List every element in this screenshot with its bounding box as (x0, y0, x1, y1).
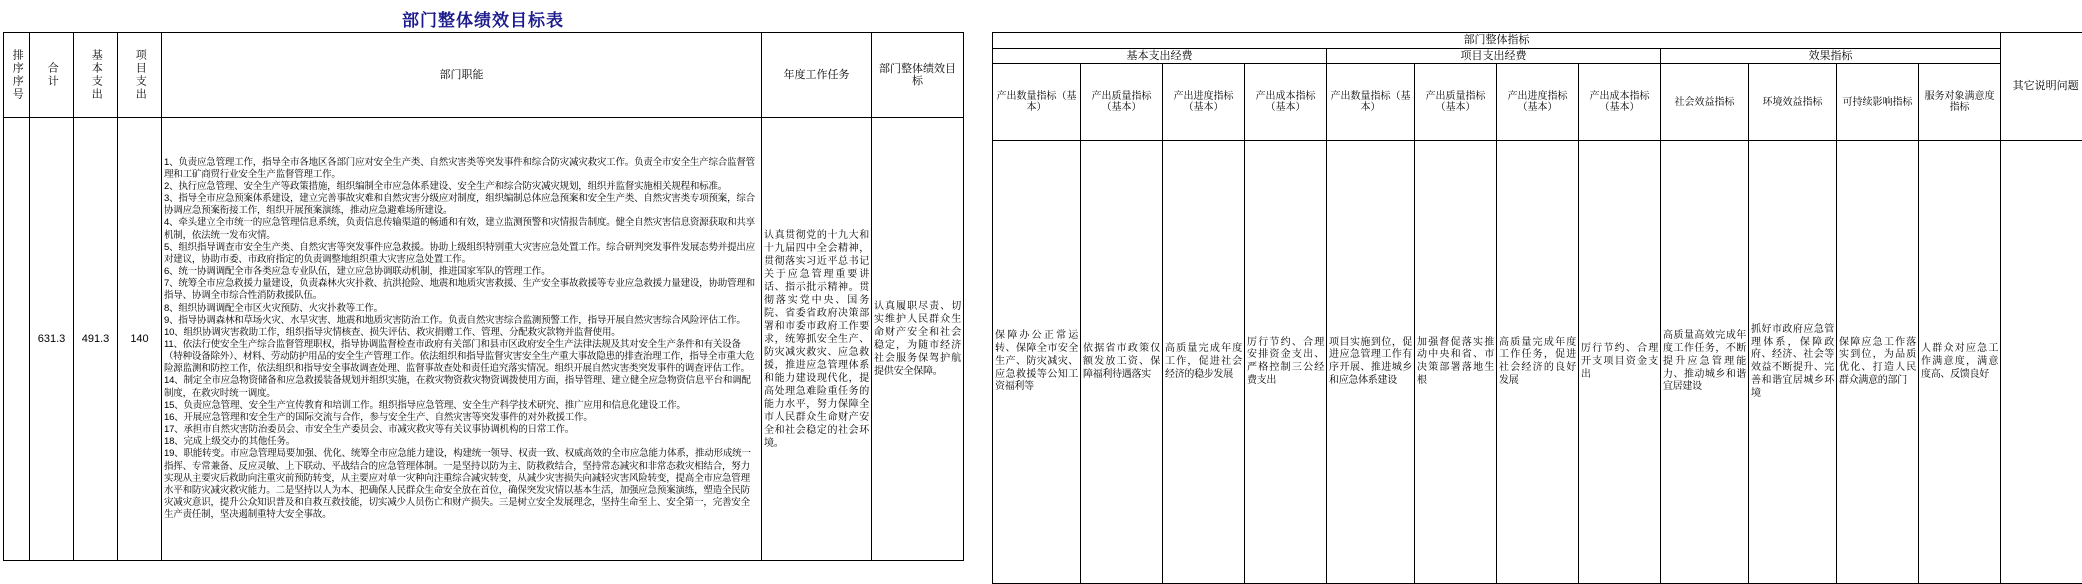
page-title: 部门整体绩效目标表 (0, 6, 966, 31)
indicator-top-header: 部门整体指标 (993, 33, 2001, 49)
group-header-basic-expense: 基本支出经费 (993, 48, 1327, 64)
cell-basic-output-quantity: 保障办公正常运转、保障全市安全生产、防灾减灾、应急救援等公知工资福利等 (993, 141, 1081, 584)
cell-basic-output-quality: 依据省市政策仅额发放工资、保障福利待遇落实 (1081, 141, 1163, 584)
column-header-annual-task: 年度工作任务 (762, 33, 872, 118)
indicator-column-header-row (993, 64, 2082, 141)
column-header-satisfaction: 服务对象满意度指标 (1919, 64, 2001, 141)
cell-project-output-progress: 高质量完成年度工作任务，促进社会经济的良好发展 (1497, 141, 1579, 584)
indicator-top-header-row (993, 33, 2082, 49)
cell-basic-output-cost: 厉行节约、合理安排资金支出、严格控制三公经费支出 (1245, 141, 1327, 584)
cell-project-output-cost: 厉行节约、合理开支项目资金支出 (1579, 141, 1661, 584)
duty-paragraph: 15、负责应急管理、安全生产宣传教育和培训工作。组织指导应急管理、安全生产科学技术研究、推广应用和信息化建设工作。 (164, 400, 759, 412)
indicator-group-header-row (993, 48, 2082, 64)
duty-paragraph: 17、承担市自然灾害防治委员会、市安全生产委员会、市减灾救灾等有关议事协调机构的日常工作。 (164, 424, 759, 436)
performance-goal-table (3, 32, 964, 561)
left-sheet (0, 0, 966, 576)
cell-overall-goal: 认真履职尽责、切实维护人民群众生命财产安全和社会稳定，为随市经济社会服务保驾护航提供安全保障。 (872, 118, 964, 561)
cell-project: 140 (118, 118, 162, 561)
cell-sustainability: 保障应急工作落实到位，为品质优化、打造人民群众满意的部门 (1837, 141, 1919, 584)
column-header-basic-output-quantity: 产出数量指标（基本） (993, 64, 1081, 141)
cell-basic-output-progress: 高质量完成年度工作，促进社会经济的稳步发展 (1163, 141, 1245, 584)
indicator-table (992, 32, 2082, 584)
cell-environment-benefit: 抓好市政府应急管理体系，保障政府、经济、社会等效益不断提升、完善和谐宜居城乡环境 (1749, 141, 1837, 584)
duty-paragraph: 8、组织协调调配全市区火灾预防、火灾扑救等工作。 (164, 303, 759, 315)
column-header-project-output-quantity: 产出数量指标（基本） (1327, 64, 1415, 141)
column-header-basic-output-cost: 产出成本指标（基本） (1245, 64, 1327, 141)
cell-duty (162, 118, 762, 561)
cell-annual-task: 认真贯彻党的十九大和十九届四中全会精神，贯彻落实习近平总书记关于应急管理重要讲话、指示批示精神。贯彻落实党中央、国务院、省委省政府决策部署和市委市政府工作要求，统筹抓安全生产、防灾减灾救灾、应急救援，推进应急管理体系和能力建设现代化，提高处理急难险重任务的能力水平，努力保障全市人民群众生命财产安全和社会稳定的社会环境。 (762, 118, 872, 561)
column-header-order: 排序序号 (4, 33, 30, 118)
duty-paragraph: 10、组织协调灾害救助工作，组织指导灾情核查、损失评估、救灾捐赠工作、管理、分配救灾款物并监督使用。 (164, 327, 759, 339)
duty-paragraph: 11、依法行使安全生产综合监督管理职权，指导协调监督检查市政府有关部门和县市区政府安全生产法律法规及其对安全生产条件和有关设备（特种设备除外）、材料、劳动防护用品的安全生产管理工作。依法组织和指导监督灾害安全生产重大事故隐患的排查治理工作，指导全市重大危险源监测和防控工作，依法组织和指导安全事故调查处理、监督事故查处和责任追究落实情况。组织开展自然灾害类突发事件的调查评估工作。 (164, 339, 759, 375)
group-header-project-expense: 项目支出经费 (1327, 48, 1661, 64)
duty-paragraph: 5、组织指导调查市安全生产类、自然灾害等突发事件应急救援。协助上级组织特别重大灾害应急处置工作。综合研判突发事件发展态势并提出应对建议，协助市委、市政府指定的负责调整地组织重大灾害应急处置工作。 (164, 242, 759, 266)
column-header-other-note: 其它说明问题 (2001, 33, 2082, 141)
duty-paragraph: 4、牵头建立全市统一的应急管理信息系统，负责信息传输渠道的畅通和有效，建立监测预警和灾情报告制度。健全自然灾害信息资源获取和共享机制，依法统一发布灾情。 (164, 217, 759, 241)
column-header-basic-output-quality: 产出质量指标（基本） (1081, 64, 1163, 141)
duty-paragraph: 19、职能转变。市应急管理局要加强、优化、统筹全市应急能力建设，构建统一领导、权责一致、权威高效的全市应急能力体系，推动形成统一指挥、专常兼备、反应灵敏、上下联动、平战结合的应急管理体制。一是坚持以防为主、防救救结合，坚持常态减灾和非常态救灾相结合，努力实现从主要灾后救助向注重灾前预防转变，从主要应对单一灾种向注重综合减灾转变，从减少灾害损失向减轻灾害风险转变，提高全市应急管理水平和防灾减灾救灾能力。二是坚持以人为本、把确保人民群众生命安全放在首位，确保突发灾情以基本生活，加强应急预案演练，塑造全民防灾减灾意识，提升公众知识普及和自救互救技能，切实减少人员伤亡和财产损失。三是树立安全发展理念，坚持生命至上、安全第一，完善安全生产责任制，坚决遏制重特大安全事故。 (164, 448, 759, 521)
column-header-social-benefit: 社会效益指标 (1661, 64, 1749, 141)
indicator-value-row (993, 141, 2082, 584)
right-sheet (990, 0, 2076, 576)
duty-paragraph: 2、执行应急管理、安全生产等政策措施，组织编制全市应急体系建设、安全生产和综合防灾减灾规划，组织并监督实施相关规程和标准。 (164, 181, 759, 193)
cell-project-output-quantity: 项目实施到位，促进应急管理工作有序开展、推进城乡和应急体系建设 (1327, 141, 1415, 584)
duty-paragraph: 18、完成上级交办的其他任务。 (164, 436, 759, 448)
column-header-project-output-progress: 产出进度指标（基本） (1497, 64, 1579, 141)
cell-project-output-quality: 加强督促落实推动中央和省、市决策部署落地生根 (1415, 141, 1497, 584)
group-header-effect: 效果指标 (1661, 48, 2001, 64)
cell-total: 631.3 (30, 118, 74, 561)
column-header-sustainability: 可持续影响指标 (1837, 64, 1919, 141)
duty-paragraph: 3、指导全市应急预案体系建设，建立完善事故灾难和自然灾害分级应对制度，组织编制总体应急预案和安全生产类、自然灾害类专项预案，综合协调应急预案衔接工作，组织开展预案演练，推动应急避难场所建设。 (164, 193, 759, 217)
column-header-project-output-cost: 产出成本指标（基本） (1579, 64, 1661, 141)
column-header-project: 项目支出 (118, 33, 162, 118)
cell-order (4, 118, 30, 561)
duty-paragraph: 9、指导协调森林和草场火灾、水旱灾害、地震和地质灾害防治工作。负责自然灾害综合监测预警工作，指导开展自然灾害综合风险评估工作。 (164, 315, 759, 327)
column-header-basic: 基本支出 (74, 33, 118, 118)
table-header-row (4, 33, 964, 118)
cell-social-benefit: 高质量高效完成年度工作任务，不断提升应急管理能力、推动城乡和谐宜居建设 (1661, 141, 1749, 584)
column-header-duty: 部门职能 (162, 33, 762, 118)
cell-satisfaction: 人群众对应急工作满意度，满意度高、反馈良好 (1919, 141, 2001, 584)
column-header-total: 合计 (30, 33, 74, 118)
column-header-overall-goal: 部门整体绩效目标 (872, 33, 964, 118)
duty-paragraph: 14、制定全市应急物资储备和应急救援装备规划并组织实施，在救灾物资救灾物资调拨使用方面，指导管理、建立健全应急物资信息平台和调配制度，在救灾时统一调度。 (164, 375, 759, 399)
column-header-environment-benefit: 环境效益指标 (1749, 64, 1837, 141)
duty-paragraph: 16、开展应急管理和安全生产的国际交流与合作，参与安全生产、自然灾害等突发事件的对外救援工作。 (164, 412, 759, 424)
duty-paragraph: 6、统一协调调配全市各类应急专业队伍，建立应急协调联动机制，推进国家军队的管理工作。 (164, 266, 759, 278)
duty-paragraph: 1、负责应急管理工作，指导全市各地区各部门应对安全生产类、自然灾害类等突发事件和综合防灾减灾救灾工作。负责全市安全生产综合监督管理和工矿商贸行业安全生产监督管理工作。 (164, 157, 759, 181)
table-row (4, 118, 964, 561)
column-header-project-output-quality: 产出质量指标（基本） (1415, 64, 1497, 141)
duty-paragraph: 7、统筹全市应急救援力量建设，负责森林火灾扑救、抗洪抢险、地震和地质灾害救援、生产安全事故救援等专业应急救援力量建设，协助管理和指导、协调全市综合性消防救援队伍。 (164, 278, 759, 302)
cell-other-note (2001, 141, 2082, 584)
column-header-basic-output-progress: 产出进度指标（基本） (1163, 64, 1245, 141)
cell-basic: 491.3 (74, 118, 118, 561)
